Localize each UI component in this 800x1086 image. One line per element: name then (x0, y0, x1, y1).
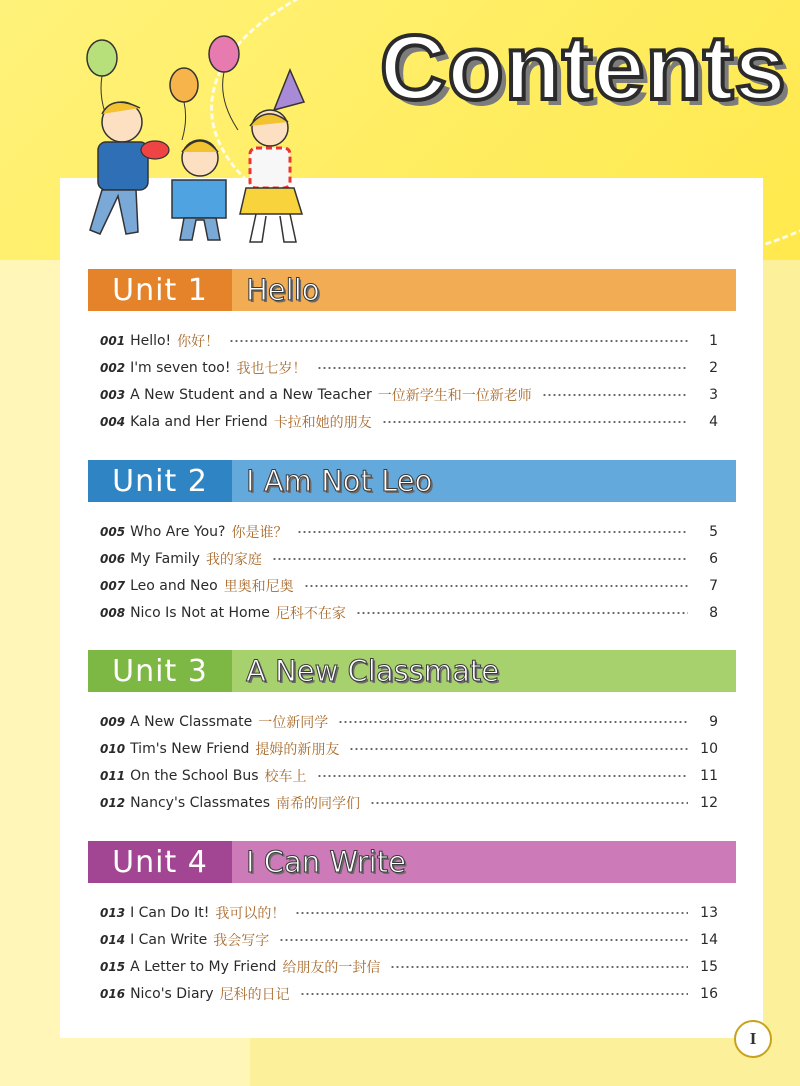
lesson-title: Nancy's Classmates (130, 795, 271, 811)
page-number: 6 (709, 551, 718, 567)
unit-label: Unit 3 (88, 650, 232, 692)
leader-dots (390, 966, 688, 968)
unit-title: I Can Write (246, 845, 406, 879)
page-number: 9 (709, 714, 718, 730)
page-number: 5 (709, 524, 718, 540)
lesson-title: A Letter to My Friend (130, 959, 277, 975)
lesson-title-chinese: 一位新学生和一位新老师 (377, 388, 532, 404)
leader-dots (356, 612, 688, 614)
page-number: 10 (700, 741, 718, 757)
toc-entry[interactable] (100, 521, 718, 543)
toc-entry[interactable] (100, 384, 718, 406)
toc-entry[interactable] (100, 765, 718, 787)
lesson-number: 010 (100, 742, 126, 756)
page-number: 13 (700, 905, 718, 921)
lesson-title-chinese: 南希的同学们 (276, 796, 361, 812)
toc-entry[interactable] (100, 983, 718, 1005)
page-number-badge: I (734, 1020, 772, 1058)
toc-entry[interactable] (100, 956, 718, 978)
lesson-title-chinese: 校车上 (264, 769, 307, 785)
boy-figure (172, 140, 226, 240)
lesson-title: Tim's New Friend (130, 741, 250, 757)
unit-header-3 (88, 650, 736, 692)
page-number: 1 (709, 333, 718, 349)
unit-title-bar (232, 841, 736, 883)
toc-entry[interactable] (100, 738, 718, 760)
leader-dots (229, 340, 688, 342)
lesson-number: 013 (100, 906, 126, 920)
lesson-number: 008 (100, 606, 126, 620)
lesson-number: 015 (100, 960, 126, 974)
toc-entry[interactable] (100, 411, 718, 433)
toc-entry[interactable] (100, 902, 718, 924)
page-number: 4 (709, 414, 718, 430)
unit-title-bar (232, 650, 736, 692)
page-title: Contents (380, 17, 787, 119)
leader-dots (272, 558, 688, 560)
lesson-number: 007 (100, 579, 126, 593)
toc-entry[interactable] (100, 548, 718, 570)
leader-dots (304, 585, 688, 587)
lesson-title-chinese: 我可以的！ (215, 906, 286, 922)
lesson-title-chinese: 我会写字 (213, 933, 270, 949)
lesson-title: Nico Is Not at Home (130, 605, 270, 621)
page-number: 14 (700, 932, 718, 948)
toc-entry[interactable] (100, 711, 718, 733)
leader-dots (297, 531, 688, 533)
page-number: 7 (709, 578, 718, 594)
leader-dots (382, 421, 688, 423)
lesson-number: 004 (100, 415, 126, 429)
unit-label: Unit 2 (88, 460, 232, 502)
lesson-title: Who Are You? (130, 524, 226, 540)
balloon-icon (170, 68, 198, 140)
lesson-title: I Can Do It! (130, 905, 210, 921)
page-number: 11 (700, 768, 718, 784)
lesson-title-chinese: 你好！ (177, 334, 220, 350)
kids-celebrating-illustration (60, 30, 340, 260)
toc-entry[interactable] (100, 575, 718, 597)
unit-header-4 (88, 841, 736, 883)
toc-entry[interactable] (100, 357, 718, 379)
lesson-number: 016 (100, 987, 126, 1001)
lesson-title: Nico's Diary (130, 986, 214, 1002)
lesson-title: Hello! (130, 333, 172, 349)
lesson-title-chinese: 尼科的日记 (219, 987, 290, 1003)
lesson-title-chinese: 一位新同学 (258, 715, 329, 731)
page-number: 16 (700, 986, 718, 1002)
lesson-number: 006 (100, 552, 126, 566)
lesson-title: Leo and Neo (130, 578, 218, 594)
leader-dots (338, 721, 688, 723)
lesson-title-chinese: 你是谁？ (231, 525, 288, 541)
girl-figure (240, 70, 304, 242)
leader-dots (295, 912, 688, 914)
leader-dots (317, 775, 688, 777)
unit-title-bar (232, 460, 736, 502)
lesson-title: A New Student and a New Teacher (130, 387, 372, 403)
lesson-number: 011 (100, 769, 126, 783)
page-number: 15 (700, 959, 718, 975)
unit-label: Unit 4 (88, 841, 232, 883)
lesson-title: Kala and Her Friend (130, 414, 268, 430)
leader-dots (279, 939, 688, 941)
page-number: 3 (709, 387, 718, 403)
leader-dots (370, 802, 688, 804)
leader-dots (300, 993, 688, 995)
unit-title: Hello (246, 273, 320, 307)
boy-figure (90, 102, 169, 234)
unit-header-2 (88, 460, 736, 502)
balloon-icon (209, 36, 239, 130)
leader-dots (317, 367, 689, 369)
page-number: 8 (709, 605, 718, 621)
lesson-number: 003 (100, 388, 126, 402)
toc-entry[interactable] (100, 602, 718, 624)
unit-title: A New Classmate (246, 654, 500, 688)
unit-title-bar (232, 269, 736, 311)
lesson-title-chinese: 我也七岁！ (236, 361, 307, 377)
leader-dots (542, 394, 688, 396)
lesson-number: 001 (100, 334, 126, 348)
lesson-title: A New Classmate (130, 714, 253, 730)
leader-dots (349, 748, 688, 750)
lesson-title: I'm seven too! (130, 360, 231, 376)
toc-entry[interactable] (100, 929, 718, 951)
lesson-title-chinese: 给朋友的一封信 (282, 960, 381, 976)
lesson-number: 012 (100, 796, 126, 810)
toc-entry[interactable] (100, 792, 718, 814)
page-number: 12 (700, 795, 718, 811)
lesson-title: I Can Write (130, 932, 208, 948)
lesson-title-chinese: 尼科不在家 (275, 606, 346, 622)
page-number: 2 (709, 360, 718, 376)
lesson-title-chinese: 里奥和尼奥 (223, 579, 294, 595)
toc-entry[interactable] (100, 330, 718, 352)
lesson-title-chinese: 我的家庭 (205, 552, 262, 568)
lesson-title-chinese: 卡拉和她的朋友 (273, 415, 372, 431)
unit-label: Unit 1 (88, 269, 232, 311)
lesson-number: 014 (100, 933, 126, 947)
lesson-title: On the School Bus (130, 768, 259, 784)
unit-header-1 (88, 269, 736, 311)
lesson-title-chinese: 提姆的新朋友 (255, 742, 340, 758)
lesson-number: 005 (100, 525, 126, 539)
unit-title: I Am Not Leo (246, 464, 433, 498)
lesson-number: 002 (100, 361, 126, 375)
lesson-title: My Family (130, 551, 200, 567)
lesson-number: 009 (100, 715, 126, 729)
